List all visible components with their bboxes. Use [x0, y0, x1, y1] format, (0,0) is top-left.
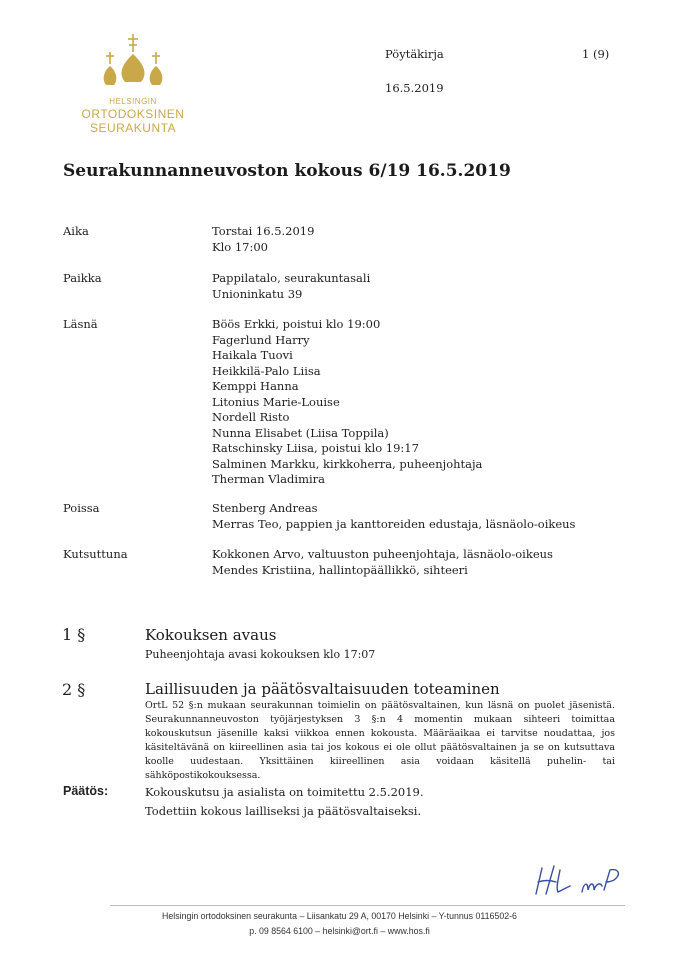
info-label-absent: Poissa: [63, 501, 100, 515]
attendee: Böös Erkki, poistui klo 19:00: [212, 317, 381, 331]
info-label-time: Aika: [63, 224, 89, 238]
decision-line: Todettiin kokous lailliseksi ja päätösvaltaiseksi.: [145, 804, 422, 818]
document-type: Pöytäkirja: [385, 47, 444, 61]
section-number: 1 §: [62, 625, 86, 644]
info-values-time: [212, 224, 314, 255]
section-title: Laillisuuden ja päätösvaltaisuuden toteaminen: [145, 680, 500, 698]
info-value: Klo 17:00: [212, 239, 268, 254]
attendee: Salminen Markku, kirkkoherra, puheenjohtaja: [212, 456, 483, 471]
info-value: Torstai 16.5.2019: [212, 224, 315, 238]
logo-line-1: HELSINGIN: [109, 97, 157, 106]
footer-address: Helsingin ortodoksinen seurakunta – Liisankatu 29 A, 00170 Helsinki – Y-tunnus 0116502-6: [162, 911, 517, 921]
info-label-invited: Kutsuttuna: [63, 547, 128, 561]
attendee: Nordell Risto: [212, 410, 290, 424]
attendee: Litonius Marie-Louise: [212, 394, 340, 409]
logo-line-3: SEURAKUNTA: [89, 121, 177, 135]
section-text: Puheenjohtaja avasi kokouksen klo 17:07: [145, 648, 376, 661]
decision-label: Päätös:: [63, 784, 109, 798]
onion-domes-icon: [78, 30, 188, 98]
footer-divider: [110, 905, 625, 906]
attendee: Fagerlund Harry: [212, 332, 310, 347]
attendee: Haikala Tuovi: [212, 348, 293, 362]
info-value: Unioninkatu 39: [212, 286, 303, 301]
section-title: Kokouksen avaus: [145, 626, 277, 644]
info-values-place: [212, 271, 370, 302]
logo-line-2: ORTODOKSINEN: [81, 107, 185, 121]
attendee: Therman Vladimira: [212, 472, 326, 486]
attendee: Kemppi Hanna: [212, 379, 299, 393]
attendee: Nunna Elisabet (Liisa Toppila): [212, 425, 389, 440]
decision-line: Kokouskutsu ja asialista on toimitettu 2.5.2019.: [145, 785, 424, 799]
absentee: Stenberg Andreas: [212, 501, 318, 515]
section-number: 2 §: [62, 680, 86, 699]
invitee: Mendes Kristiina, hallintopäällikkö, sihteeri: [212, 562, 468, 577]
info-label-place: Paikka: [63, 271, 102, 285]
header-date: 16.5.2019: [385, 81, 444, 95]
info-value: Pappilatalo, seurakuntasali: [212, 271, 371, 285]
attendee: Heikkilä-Palo Liisa: [212, 363, 321, 378]
absentee: Merras Teo, pappien ja kanttoreiden edustaja, läsnäolo-oikeus: [212, 516, 576, 531]
page-title: Seurakunnanneuvoston kokous 6/19 16.5.2019: [63, 161, 511, 181]
church-logo: [78, 30, 188, 138]
invitee: Kokkonen Arvo, valtuuston puheenjohtaja, läsnäolo-oikeus: [212, 547, 553, 561]
page-number: 1 (9): [582, 47, 610, 61]
info-values-invited: [212, 547, 553, 578]
info-label-present: Läsnä: [63, 317, 98, 331]
section-paragraph: OrtL 52 §:n mukaan seurakunnan toimielin on päätösvaltainen, kun läsnä on puolet jäsenistä. Seurakunnanneuvoston työjärjestyksen 3 §:n 4 momentin mukaan sihteeri toimittaa kokouskutsun jäsenille kaksi viikkoa ennen kokousta. Määräaikaa ei tarvitse noudattaa, jos käsiteltävänä on kiireellinen asia tai jos kokous ei ole ollut päätösvaltainen ja se on kutsuttava koolle uudestaan. Yksittäinen kiireellinen asia voidaan käsitellä puhelin- tai sähköpostikokouksessa.: [145, 700, 615, 781]
attendee: Ratschinsky Liisa, poistui klo 19:17: [212, 441, 419, 455]
footer-contact: p. 09 8564 6100 – helsinki@ort.fi – www.hos.fi: [249, 926, 430, 936]
info-values-absent: [212, 501, 575, 532]
handwritten-initials-signature: [530, 860, 640, 900]
info-values-present: [212, 317, 482, 488]
decision-text: [145, 783, 424, 821]
